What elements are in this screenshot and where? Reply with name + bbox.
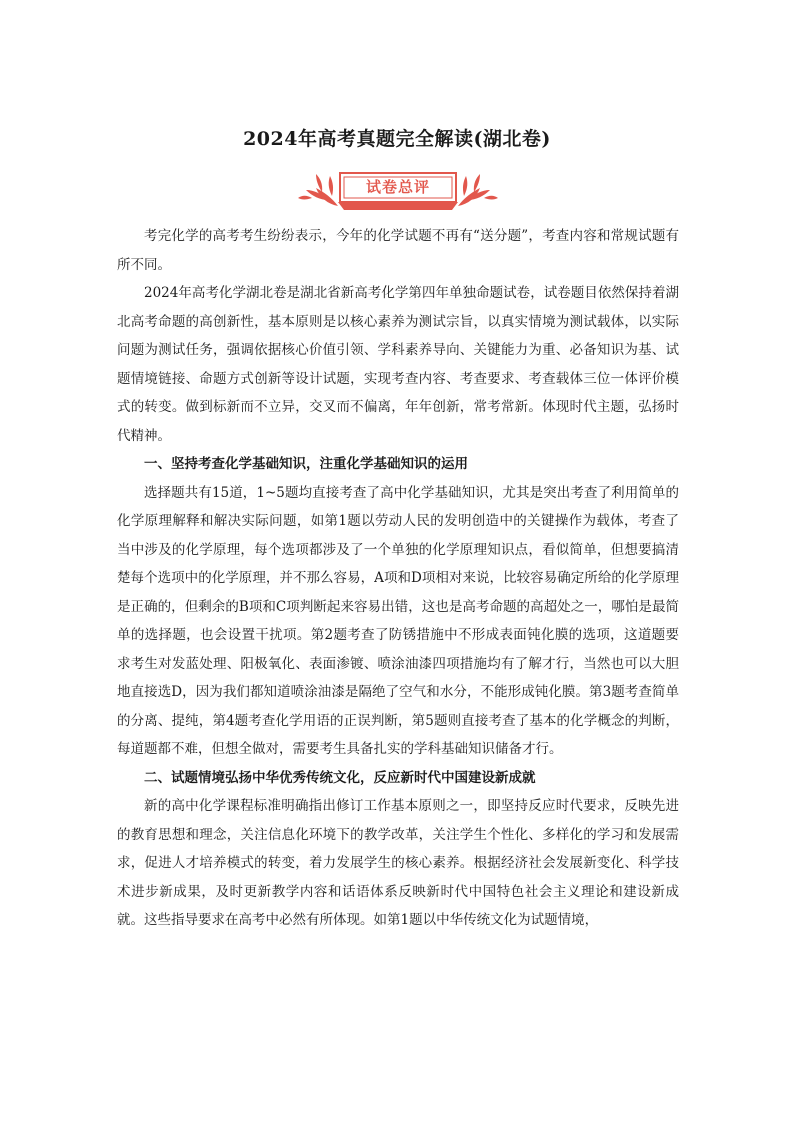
paragraph: 选择题共有15道，1~5题均直接考查了高中化学基础知识，尤其是突出考查了利用简单的化学原理解释和解决实际问题，如第1题以劳动人民的发明创造中的关键操作为载体，考查了当中涉及的化学原理，每个选项都涉及了一个单独的化学原理知识点，看似简单，但想要搞清楚每个选项中的化学原理，并不那么容易，A项和D项相对来说，比较容易确定所给的化学原理是正确的，但剩余的B项和C项判断起来容易出错，这也是高考命题的高超处之一，哪怕是最简单的选择题，也会设置干扰项。第2题考查了防锈措施中不形成表面钝化膜的选项，这道题要求考生对发蓝处理、阳极氧化、表面渗镀、喷涂油漆四项措施均有了解才行，当然也可以大胆地直接选D，因为我们都知道喷涂油漆是隔绝了空气和水分，不能形成钝化膜。第3题考查简单的分离、提纯，第4题考查化学用语的正误判断，第5题则直接考查了基本的化学概念的判断，每道题都不难，但想全做对，需要考生具备扎实的学科基础知识储备才行。 (117, 484, 679, 757)
section-banner (298, 170, 498, 212)
paragraph: 2024年高考化学湖北卷是湖北省新高考化学第四年单独命题试卷，试卷题目依然保持着湖北高考命题的高创新性，基本原则是以核心素养为测试宗旨，以真实情境为测试载体，以实际问题为测试任务，强调依据核心价值引领、学科素养导向、关键能力为重、必备知识为基、试题情境链接、命题方式创新等设计试题，实现考查内容、考查要求、考查载体三位一体评价模式的转变。做到标新而不立异，交叉而不偏离，年年创新，常考常新。体现时代主题，弘扬时代精神。 (117, 285, 679, 444)
banner-label: 试卷总评 (365, 178, 430, 196)
section-heading: 二、试题情境弘扬中华优秀传统文化，反应新时代中国建设新成就 (144, 769, 536, 786)
paragraph: 新的高中化学课程标准明确指出修订工作基本原则之一，即坚持反应时代要求，反映先进的教育思想和理念，关注信息化环境下的教学改革，关注学生个性化、多样化的学习和发展需求，促进人才培养模式的转变，着力发展学生的核心素养。根据经济社会发展新变化、科学技术进步新成果，及时更新教学内容和话语体系反映新时代中国特色社会主义理论和建设新成就。这些指导要求在高考中必然有所体现。如第1题以中华传统文化为试题情境， (117, 798, 679, 928)
document-body (117, 222, 679, 935)
document-title: 2024年高考真题完全解读(湖北卷) (243, 128, 551, 150)
paragraph: 考完化学的高考考生纷纷表示，今年的化学试题不再有“送分题”，考查内容和常规试题有所不同。 (117, 228, 679, 273)
section-heading: 一、坚持考查化学基础知识，注重化学基础知识的运用 (144, 456, 468, 472)
